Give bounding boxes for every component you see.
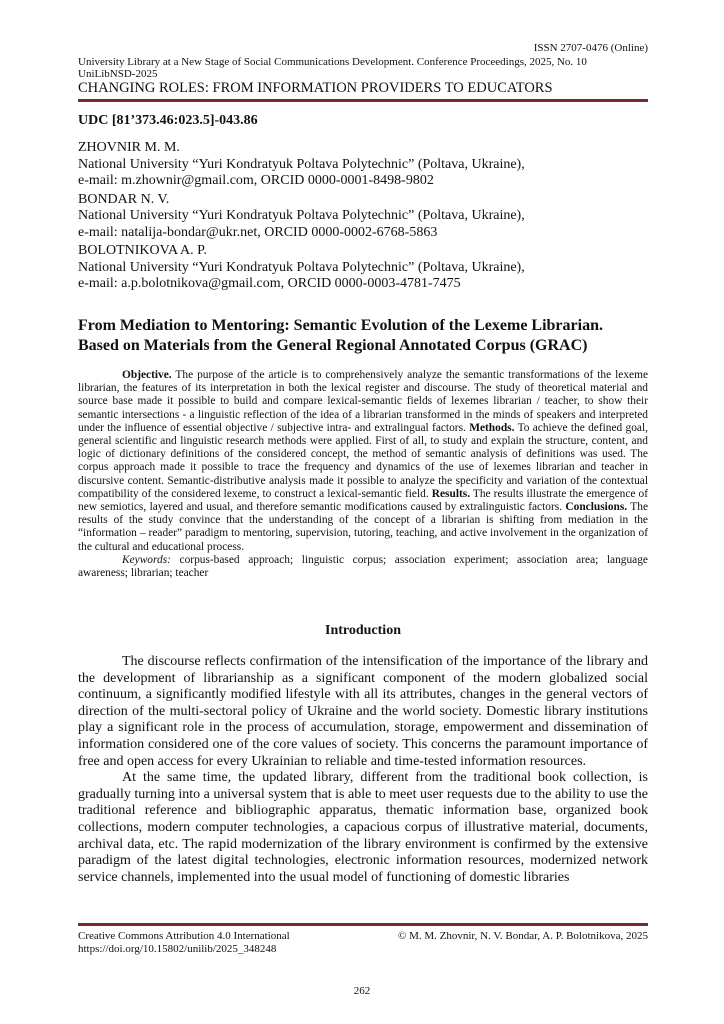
page-number: 262: [353, 985, 371, 997]
author-affiliation: National University “Yuri Kondratyuk Poltava Polytechnic” (Poltava, Ukraine),: [78, 259, 525, 275]
author-affiliation: National University “Yuri Kondratyuk Poltava Polytechnic” (Poltava, Ukraine),: [78, 208, 525, 223]
authors-block: [78, 140, 658, 295]
section-title: CHANGING ROLES: FROM INFORMATION PROVIDERS TO EDUCATORS: [78, 80, 553, 96]
article-title: [78, 316, 658, 356]
keywords-text: corpus-based approach; linguistic corpus; association experiment; association area; language awareness; librarian; teacher: [78, 553, 648, 580]
author-entry: [78, 243, 658, 293]
footer-left: [78, 930, 290, 956]
objective-label: Objective.: [122, 369, 172, 381]
issn: ISSN 2707-0476 (Online): [533, 42, 648, 54]
conclusions-label: Conclusions.: [565, 501, 628, 514]
methods-label: Methods.: [469, 421, 515, 434]
author-name: BONDAR N. V.: [78, 191, 170, 207]
journal-title: University Library at a New Stage of Social Communications Development. Conference Proceedings, 2025, No. 10: [78, 56, 587, 68]
author-affiliation: National University “Yuri Kondratyuk Poltava Polytechnic” (Poltava, Ukraine),: [78, 156, 525, 172]
doi-link[interactable]: https://doi.org/10.15802/unilib/2025_348248: [78, 943, 277, 955]
author-entry: [78, 140, 658, 190]
license-text: Creative Commons Attribution 4.0 International: [78, 930, 290, 942]
author-contact: e-mail: a.p.bolotnikova@gmail.com, ORCID 0000-0003-4781-7475: [78, 276, 461, 291]
author-contact: e-mail: m.zhownir@gmail.com, ORCID 0000-0001-8498-9802: [78, 173, 434, 188]
paragraph: At the same time, the updated library, different from the traditional book collection, is gradually turning into a universal system that is able to meet user requests due to the ability to use the traditional reference and bibliographic apparatus, thematic information base, organized book collections, modern computer technologies, a capacious corpus of illustrative material, documents, archival data, etc. The rapid modernization of the library environment is confirmed by the extensive paradigm of the latest digital technologies, electronic information resources, modernized network service channels, implemented into the usual model of functioning of domestic libraries: [78, 770, 648, 885]
introduction-body: [78, 654, 648, 886]
header-rule: [78, 99, 648, 102]
introduction-heading: Introduction: [325, 623, 401, 638]
objective-text: The purpose of the article is to comprehensively analyze the semantic transformations of the lexeme librarian, the features of its interpretation in both the lexical register and discourse. The study of theoretical material and source base made it possible to build and compare lexical-semantic fields of lexemes librarian / teacher, to show their semantic intersections - a linguistic reflection of the idea of a librarian transformed in the minds of speakers and interpreted under the influence of essential objective / subjective intra- and extralingual factors.: [78, 369, 648, 434]
conclusions-text: The results of the study convince that the understanding of the concept of a librarian is shifting from mediation in the “information – reader” paradigm to mentoring, supervision, tutoring, teaching, and active involvement in the organization of the cultural and educational process.: [78, 501, 649, 553]
keywords-label: Keywords:: [122, 553, 171, 566]
author-name: BOLOTNIKOVA A. P.: [78, 243, 207, 258]
udc-code: UDC [81’373.46:023.5]-043.86: [78, 113, 258, 128]
keywords: [78, 554, 648, 580]
title-line-2: Based on Materials from the General Regional Annotated Corpus (GRAC): [78, 337, 588, 354]
author-entry: [78, 192, 658, 242]
author-contact: e-mail: natalija-bondar@ukr.net, ORCID 0000-0002-6768-5863: [78, 224, 438, 240]
conference-name: UniLibNSD-2025: [78, 68, 158, 80]
copyright-text: © M. M. Zhovnir, N. V. Bondar, A. P. Bolotnikova, 2025: [397, 930, 648, 942]
author-name: ZHOVNIR M. M.: [78, 140, 180, 155]
abstract: [78, 369, 648, 580]
paragraph: The discourse reflects confirmation of the intensification of the importance of the library and the development of librarianship as a significant component of the modern globalized social continuum, a significantly modified lifestyle with all its attributes, changes in the general vectors of direction of the multi-sectoral policy of Ukraine and the world society. Domestic library institutions play a significant role in the process of accumulation, storage, empowerment and dissemination of information considered one of the core values of society. This concerns the paramount importance of free and open access for every Ukrainian to reliable and time-tested information resources.: [78, 654, 648, 769]
results-label: Results.: [431, 487, 471, 500]
methods-text: To achieve the defined goal, general scientific and linguistic research methods were applied. First of all, to study and explain the structure, content, and logic of dictionary definitions of the considered concept, the method of semantic analysis of definitions was used. The corpus approach made it possible to trace the frequency and dynamics of the use of lexemes librarian and teacher in discursive content. Semantic-distributive analysis made it possible to analyze the specificity and variation of the contextual compatibility of the considered lexeme, to construct a lexical-semantic field.: [78, 421, 648, 500]
abstract-body: [78, 369, 648, 554]
results-text: The results illustrate the emergence of new semiotics, layered and usual, and therefore semantic modifications caused by extralinguistic factors.: [78, 487, 648, 514]
title-line-1: From Mediation to Mentoring: Semantic Evolution of the Lexeme Librarian.: [78, 317, 603, 334]
footer-rule: [78, 923, 648, 926]
